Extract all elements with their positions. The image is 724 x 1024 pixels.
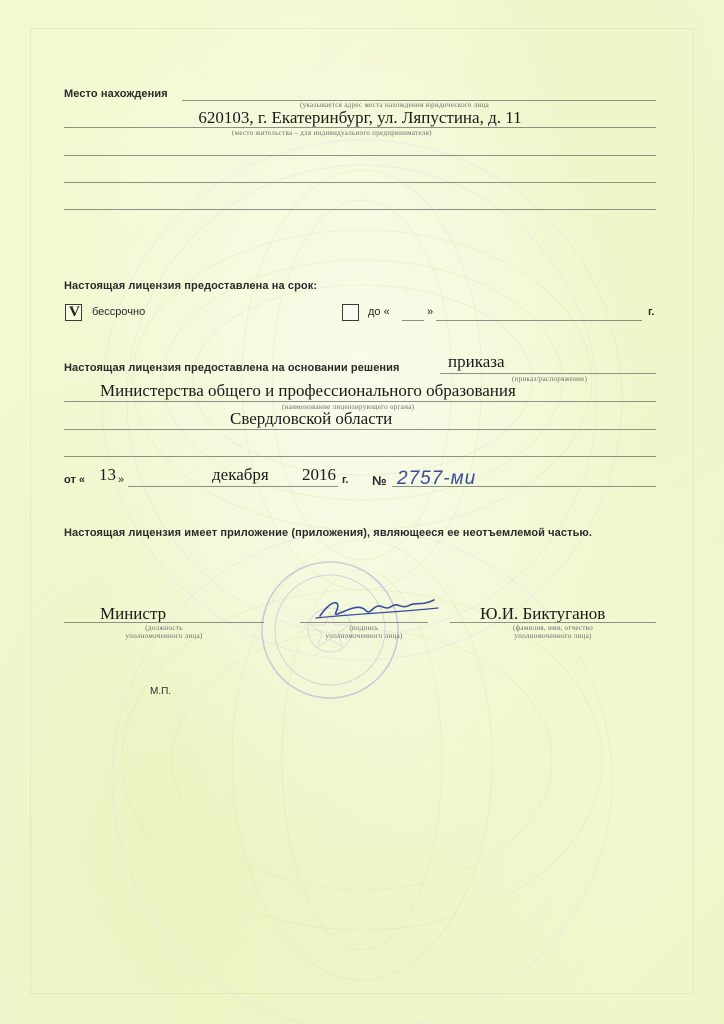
until-date-line: [436, 320, 642, 321]
authority-caption: (наименование лицензирующего органа): [282, 403, 415, 411]
decision-type-caption: (приказ/распоряжение): [512, 375, 588, 383]
date-day: 13: [99, 465, 116, 484]
authority-line-1: Министерства общего и профессионального образования: [100, 381, 516, 400]
name-caption-2: уполномоченного лица): [514, 632, 592, 640]
appendix-text: Настоящая лицензия имеет приложение (приложения), являющееся ее неотъемлемой частью.: [64, 527, 593, 539]
date-day-close: »: [118, 474, 125, 486]
signatory-position: Министр: [100, 604, 167, 623]
page-frame: [30, 28, 694, 994]
authority-line-2: Свердловской области: [230, 409, 393, 428]
decision-type-line: [440, 373, 656, 374]
blank-line-4: [64, 456, 656, 457]
date-month-line: [128, 486, 338, 487]
indefinite-label: бессрочно: [92, 306, 146, 318]
position-line: [64, 622, 264, 623]
blank-line-1: [64, 155, 656, 156]
term-label: Настоящая лицензия предоставлена на срок:: [64, 280, 318, 292]
blank-line-2: [64, 182, 656, 183]
order-number: 2757-ми: [397, 468, 477, 489]
date-from-label: от «: [64, 474, 86, 486]
until-day-line: [402, 320, 424, 321]
date-year: 2016: [302, 465, 336, 484]
date-year-suffix: г.: [342, 474, 349, 486]
until-checkbox[interactable]: [342, 304, 359, 321]
until-close-quote: »: [427, 306, 434, 318]
location-caption-individual: (место жительства – для индивидуального предпринимателя): [232, 129, 432, 137]
decision-type: приказа: [448, 352, 505, 371]
signature-caption-1: (подпись: [349, 624, 379, 632]
blank-line-3: [64, 209, 656, 210]
authority-line-rule-2: [64, 429, 656, 430]
until-year-suffix: г.: [648, 306, 655, 318]
check-mark-icon: V: [69, 304, 80, 320]
location-caption-legal: (указывается адрес места нахождения юридического лица: [300, 101, 490, 109]
number-sign: №: [372, 473, 387, 488]
date-month: декабря: [212, 465, 269, 484]
name-line: [450, 622, 656, 623]
indefinite-checkbox[interactable]: [65, 304, 82, 321]
name-caption-1: (фамилия, имя, отчество: [512, 624, 594, 632]
until-label: до «: [368, 306, 390, 318]
position-caption-1: (должность: [145, 624, 183, 632]
order-number-line: [392, 486, 656, 487]
position-caption-2: уполномоченного лица): [125, 632, 203, 640]
authority-line-rule-1: [64, 401, 656, 402]
signature-caption-2: уполномоченного лица): [325, 632, 403, 640]
signatory-name: Ю.И. Биктуганов: [480, 604, 606, 623]
basis-label: Настоящая лицензия предоставлена на основании решения: [64, 362, 400, 374]
location-address: 620103, г. Екатеринбург, ул. Ляпустина, д. 11: [198, 108, 522, 127]
stamp-place-label: М.П.: [150, 686, 172, 697]
location-label: Место нахождения: [64, 88, 168, 100]
signature-line: [300, 622, 428, 623]
location-line-2: [64, 127, 656, 128]
